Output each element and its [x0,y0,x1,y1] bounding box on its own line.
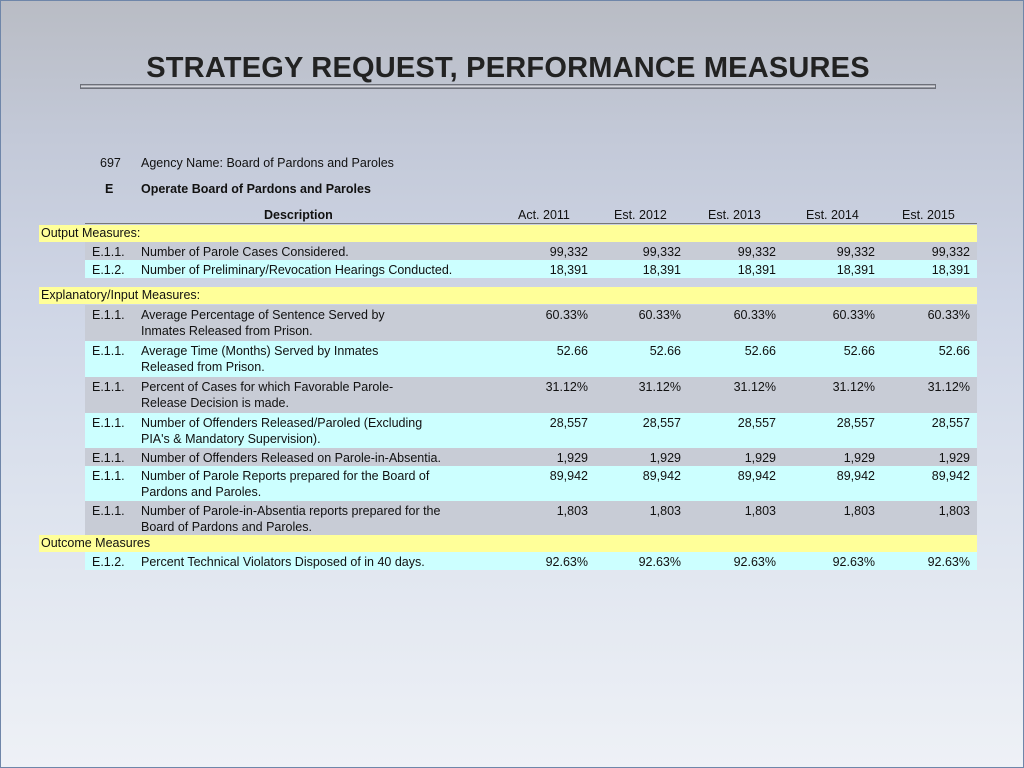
row-code: E.1.1. [92,344,125,358]
row-value-2014: 99,332 [836,245,875,259]
row-value-2015: 28,557 [931,416,970,430]
row-value-2011: 1,929 [556,451,588,465]
row-code: E.1.1. [92,504,125,518]
row-value-2015: 52.66 [938,344,970,358]
goal-code: E [105,182,114,196]
row-code: E.1.2. [92,263,125,277]
row-value-2013: 60.33% [733,308,776,322]
row-value-2011: 89,942 [549,469,588,483]
row-description-line: Number of Parole Reports prepared for the Board of [141,469,430,483]
row-code: E.1.1. [92,469,125,483]
header-divider [85,223,977,224]
row-value-2013: 89,942 [737,469,776,483]
row-value-2015: 18,391 [931,263,970,277]
row-value-2014: 18,391 [836,263,875,277]
table-row [85,377,977,413]
row-value-2015: 1,929 [938,451,970,465]
row-value-2012: 99,332 [642,245,681,259]
table-row [85,448,977,466]
column-header-description: Description [264,208,333,222]
row-value-2012: 28,557 [642,416,681,430]
row-description-line: Number of Parole-in-Absentia reports prepared for the [141,504,441,518]
column-header-est-2013: Est. 2013 [708,208,761,222]
row-value-2012: 1,803 [649,504,681,518]
row-value-2015: 99,332 [931,245,970,259]
row-description [141,343,511,375]
row-value-2011: 18,391 [549,263,588,277]
column-header-act-2011: Act. 2011 [518,208,570,222]
row-description [141,415,511,447]
row-description-line: Percent Technical Violators Disposed of in 40 days. [141,555,425,569]
row-description [141,554,511,570]
row-code: E.1.1. [92,416,125,430]
row-code: E.1.1. [92,308,125,322]
row-value-2014: 1,803 [843,504,875,518]
goal-name: Operate Board of Pardons and Paroles [141,182,371,196]
row-value-2013: 1,803 [744,504,776,518]
row-description-line: Release Decision is made. [141,396,289,410]
row-description-line: Percent of Cases for which Favorable Parole- [141,380,394,394]
row-description-line: Number of Parole Cases Considered. [141,245,349,259]
agency-code: 697 [100,156,121,170]
page-title: STRATEGY REQUEST, PERFORMANCE MEASURES [146,52,870,84]
row-value-2013: 18,391 [737,263,776,277]
row-value-2014: 31.12% [832,380,875,394]
table-row [85,466,977,501]
row-description-line: Number of Preliminary/Revocation Hearings Conducted. [141,263,453,277]
row-value-2012: 52.66 [649,344,681,358]
column-header-est-2012: Est. 2012 [614,208,667,222]
row-description-line: Number of Offenders Released on Parole-in-Absentia. [141,451,441,465]
table-row [85,305,977,341]
agency-name: Agency Name: Board of Pardons and Paroles [141,156,394,170]
row-value-2015: 89,942 [931,469,970,483]
row-description-line: Average Percentage of Sentence Served by [141,308,385,322]
row-value-2015: 31.12% [927,380,970,394]
row-value-2011: 52.66 [556,344,588,358]
column-header-est-2015: Est. 2015 [902,208,955,222]
row-description-line: Pardons and Paroles. [141,485,262,499]
row-code: E.1.1. [92,380,125,394]
row-value-2013: 1,929 [744,451,776,465]
row-description-line: PIA's & Mandatory Supervision). [141,432,321,446]
row-value-2013: 92.63% [733,555,776,569]
row-description-line: Number of Offenders Released/Paroled (Excluding [141,416,423,430]
row-value-2015: 60.33% [927,308,970,322]
row-value-2011: 99,332 [549,245,588,259]
row-value-2012: 60.33% [638,308,681,322]
row-value-2012: 31.12% [638,380,681,394]
row-description [141,468,511,500]
row-value-2012: 18,391 [642,263,681,277]
row-code: E.1.1. [92,245,125,259]
row-value-2014: 60.33% [832,308,875,322]
row-description [141,503,511,535]
table-row [85,413,977,448]
row-value-2011: 1,803 [556,504,588,518]
table-row [85,242,977,260]
section-output-measures: Output Measures: [39,225,977,242]
row-value-2015: 92.63% [927,555,970,569]
row-value-2014: 1,929 [843,451,875,465]
row-description-line: Board of Pardons and Paroles. [141,520,312,534]
row-value-2011: 31.12% [545,380,588,394]
row-value-2012: 92.63% [638,555,681,569]
row-value-2013: 52.66 [744,344,776,358]
row-value-2015: 1,803 [938,504,970,518]
row-value-2011: 60.33% [545,308,588,322]
row-value-2014: 92.63% [832,555,875,569]
row-description [141,262,511,278]
row-description-line: Released from Prison. [141,360,265,374]
section-outcome-measures: Outcome Measures [39,535,977,552]
row-description [141,244,511,260]
row-value-2014: 89,942 [836,469,875,483]
row-value-2012: 1,929 [649,451,681,465]
section-explanatory-measures: Explanatory/Input Measures: [39,287,977,304]
row-value-2013: 99,332 [737,245,776,259]
row-code: E.1.2. [92,555,125,569]
row-value-2014: 28,557 [836,416,875,430]
row-value-2014: 52.66 [843,344,875,358]
table-row [85,341,977,377]
row-value-2011: 92.63% [545,555,588,569]
row-description-line: Average Time (Months) Served by Inmates [141,344,379,358]
table-row [85,501,977,535]
table-row [85,552,977,570]
row-value-2012: 89,942 [642,469,681,483]
row-description [141,450,511,466]
row-value-2013: 28,557 [737,416,776,430]
row-description [141,379,511,411]
row-value-2013: 31.12% [733,380,776,394]
row-code: E.1.1. [92,451,125,465]
column-header-est-2014: Est. 2014 [806,208,859,222]
row-value-2011: 28,557 [549,416,588,430]
row-description-line: Inmates Released from Prison. [141,324,313,338]
row-description [141,307,511,339]
table-row [85,260,977,278]
